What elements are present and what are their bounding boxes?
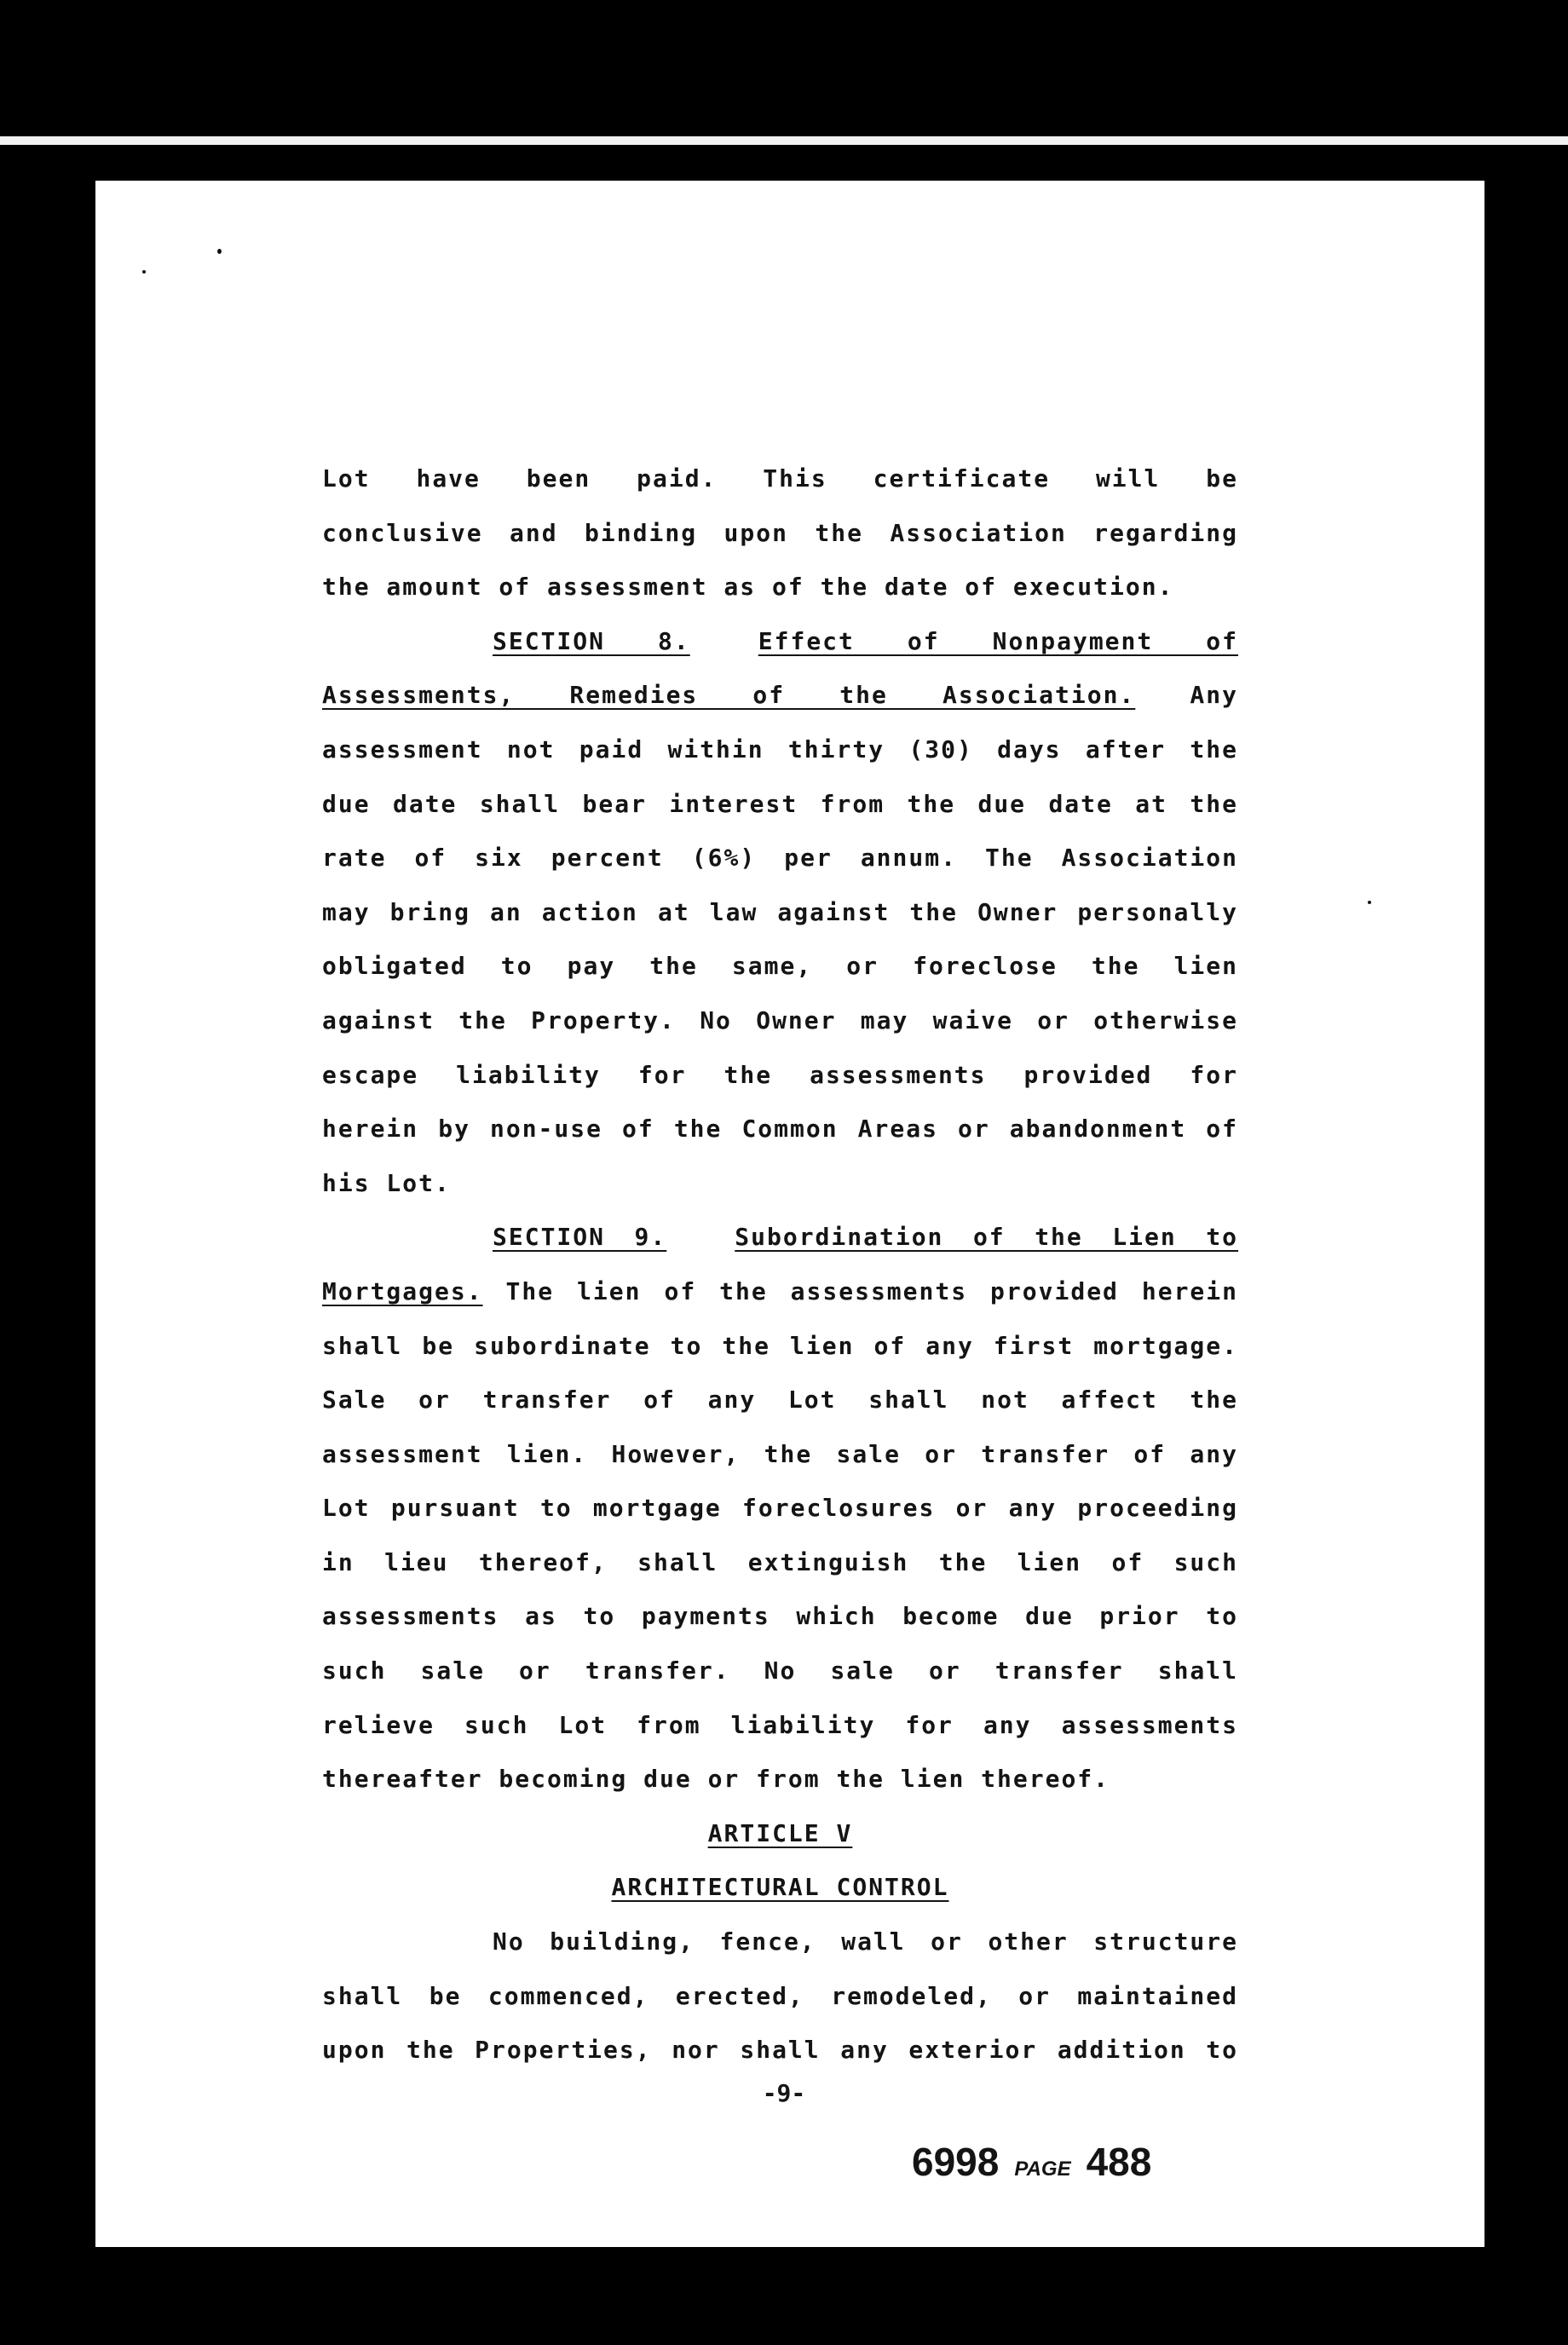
section-8-title-line (322, 668, 1238, 723)
text-line: obligated to pay the same, or foreclose the lien (322, 952, 1238, 981)
text-line: Lot have been paid. This certificate will be (322, 464, 1238, 493)
text-line: his Lot. (322, 1168, 451, 1197)
recording-stamp (912, 2139, 1151, 2185)
text-line: shall be subordinate to the lien of any first mortgage. (322, 1331, 1238, 1360)
text-line: in lieu thereof, shall extinguish the lien of such (322, 1547, 1238, 1576)
section-9-title: Subordination of the Lien to (735, 1223, 1238, 1252)
article-number: ARTICLE V (707, 1818, 853, 1847)
section-9-heading: SECTION 9. (493, 1223, 667, 1252)
section-9-title-continued: Mortgages. (322, 1276, 483, 1305)
text-line: may bring an action at law against the Owner personally (322, 897, 1238, 926)
text-fragment: The lien of the assessments provided herein (505, 1276, 1239, 1305)
section-8-title-continued: Assessments, Remedies of the Association. (322, 681, 1136, 710)
section-9-title-line (322, 1265, 1238, 1319)
text-line: Lot pursuant to mortgage foreclosures or any proceeding (322, 1494, 1238, 1523)
text-line: assessment lien. However, the sale or transfer of any (322, 1439, 1238, 1468)
article-title: ARCHITECTURAL CONTROL (611, 1873, 949, 1902)
text-line: Sale or transfer of any Lot shall not affect the (322, 1386, 1238, 1414)
scan-speck (142, 270, 146, 274)
section-8-heading: SECTION 8. (493, 626, 690, 655)
text-line: shall be commenced, erected, remodeled, or maintained (322, 1981, 1238, 2010)
section-9-heading-line (322, 1210, 1238, 1265)
text-line: thereafter becoming due or from the lien thereof. (322, 1765, 1110, 1794)
text-line: due date shall bear interest from the due date at the (322, 789, 1238, 818)
text-line: relieve such Lot from liability for any assessments (322, 1710, 1238, 1739)
text-line: conclusive and binding upon the Association regarding (322, 518, 1238, 547)
text-fragment: Any (1190, 681, 1238, 710)
text-line: the amount of assessment as of the date of execution. (322, 573, 1174, 602)
scan-speck (217, 249, 222, 254)
section-8-heading-line (322, 614, 1238, 669)
article-number-line (322, 1806, 1238, 1861)
text-line: escape liability for the assessments provided for (322, 1060, 1238, 1089)
text-fragment: No building, fence, wall or other structure (493, 1927, 1238, 1956)
text-line: upon the Properties, nor shall any exterior addition to (322, 2036, 1238, 2065)
article-title-line (322, 1860, 1238, 1915)
book-number: 6998 (912, 2140, 1000, 2184)
article-first-line (322, 1915, 1238, 1969)
text-line: assessment not paid within thirty (30) days after the (322, 735, 1238, 763)
recording-page-number: 488 (1086, 2140, 1152, 2184)
text-line: against the Property. No Owner may waive or otherwise (322, 1005, 1238, 1034)
text-line: rate of six percent (6%) per annum. The Association (322, 844, 1238, 873)
scanner-edge-line (0, 136, 1568, 145)
text-line: such sale or transfer. No sale or transfer shall (322, 1656, 1238, 1685)
page-label: PAGE (1014, 2158, 1071, 2181)
text-line: assessments as to payments which become due prior to (322, 1602, 1238, 1631)
page-number: -9- (762, 2079, 806, 2107)
scan-speck (1368, 901, 1371, 904)
document-body (322, 452, 1238, 2077)
text-line: herein by non-use of the Common Areas or abandonment of (322, 1115, 1238, 1144)
section-8-title: Effect of Nonpayment of (758, 626, 1238, 655)
